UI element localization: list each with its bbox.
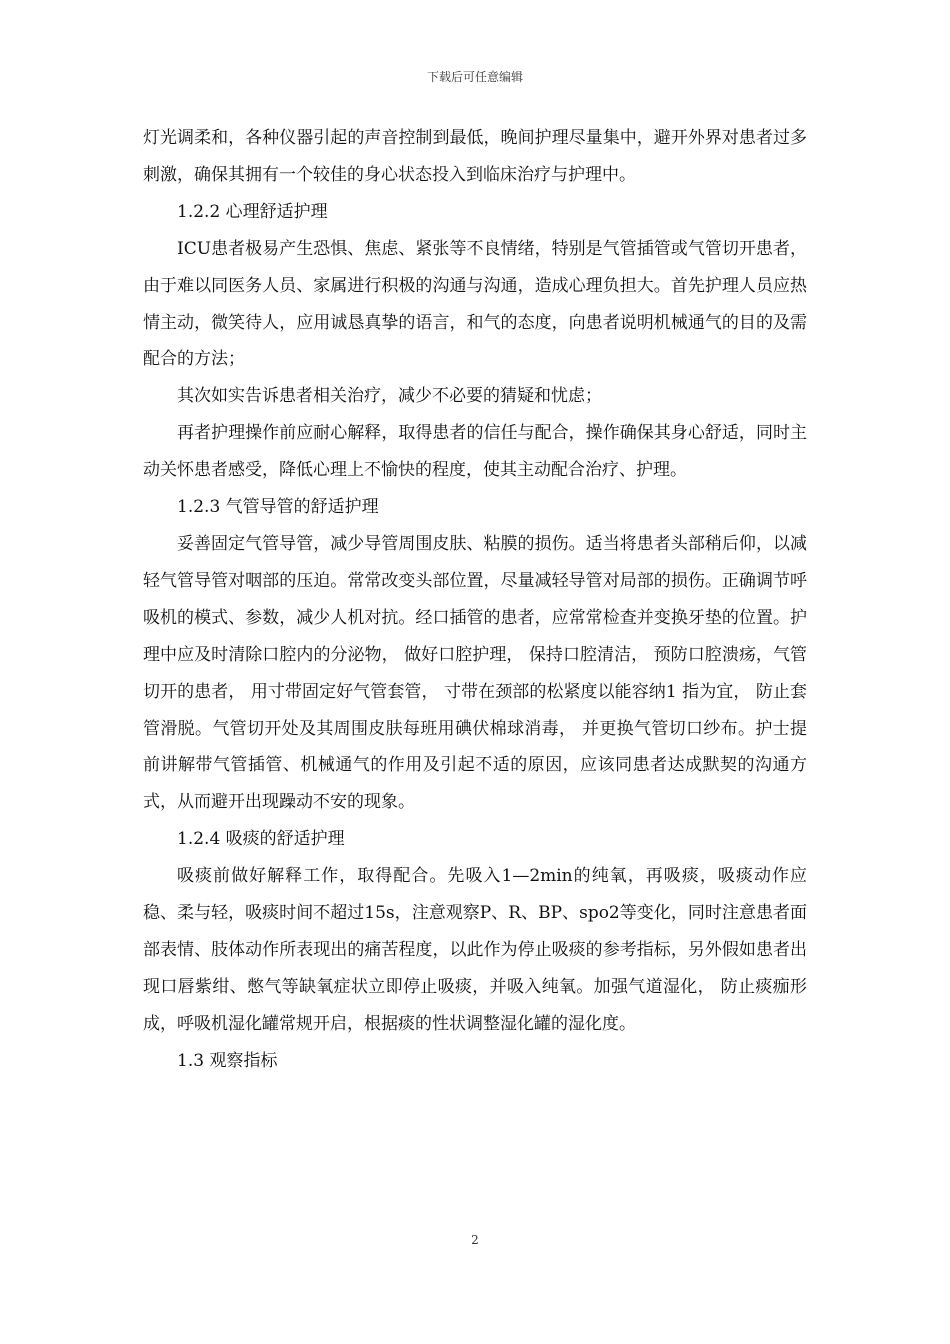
section-heading-1-3: 1.3 观察指标: [177, 1050, 278, 1071]
paragraph: ICU患者极易产生恐惧、焦虑、紧张等不良情绪，特别是气管插管或气管切开患者，由于难以同医务人员、家属进行积极的沟通与沟通，造成心理负担大。首先护理人员应热情主动，微笑待人，应用诚恳真挚的语言，和气的态度，向患者说明机械通气的目的及需配合的方法；: [143, 238, 807, 370]
document-body: [143, 120, 807, 1080]
section-heading-1-2-4: 1.2.4 吸痰的舒适护理: [177, 829, 345, 850]
paragraph: 妥善固定气管导管，减少导管周围皮肤、粘膜的损伤。适当将患者头部稍后仰，以减轻气管导管对咽部的压迫。常常改变头部位置，尽量减轻导管对局部的损伤。正确调节呼吸机的模式、参数，减少人机对抗。经口插管的患者，应常常检查并变换牙垫的位置。护理中应及时清除口腔内的分泌物， 做好口腔护理， 保持口腔清洁， 预防口腔溃疡，气管切开的患者， 用寸带固定好气管套管， 寸带在颈部的松紧度以能容纳1 指为宜， 防止套管滑脱。气管切开处及其周围皮肤每班用碘伏棉球消毒， 并更换气管切口纱布。护士提前讲解带气管插管、机械通气的作用及引起不适的原因，应该同患者达成默契的沟通方式，从而避开出现躁动不安的现象。: [143, 533, 807, 813]
paragraph: 再者护理操作前应耐心解释，取得患者的信任与配合，操作确保其身心舒适，同时主动关怀患者感受，降低心理上不愉快的程度，使其主动配合治疗、护理。: [143, 423, 807, 481]
paragraph-continuation: 灯光调柔和，各种仪器引起的声音控制到最低，晚间护理尽量集中，避开外界对患者过多刺激，确保其拥有一个较佳的身心状态投入到临床治疗与护理中。: [143, 128, 807, 185]
page-header: 下载后可任意编辑: [426, 70, 523, 84]
section-heading-1-2-3: 1.2.3 气管导管的舒适护理: [177, 497, 379, 518]
paragraph: 吸痰前做好解释工作，取得配合。先吸入1—2min的纯氧，再吸痰，吸痰动作应稳、柔与轻，吸痰时间不超过15s，注意观察P、R、BP、spo2等变化，同时注意患者面部表情、肢体动作所表现出的痛苦程度，以此作为停止吸痰的参考指标，另外假如患者出现口唇紫绀、憋气等缺氧症状立即停止吸痰，并吸入纯氧。加强气道湿化， 防止痰痂形成，呼吸机湿化罐常规开启，根据痰的性状调整湿化罐的湿化度。: [143, 866, 807, 1034]
paragraph: 其次如实告诉患者相关治疗，减少不必要的猜疑和忧虑；: [177, 386, 602, 407]
section-heading-1-2-2: 1.2.2 心理舒适护理: [177, 201, 328, 222]
page-number: 2: [471, 1233, 479, 1247]
